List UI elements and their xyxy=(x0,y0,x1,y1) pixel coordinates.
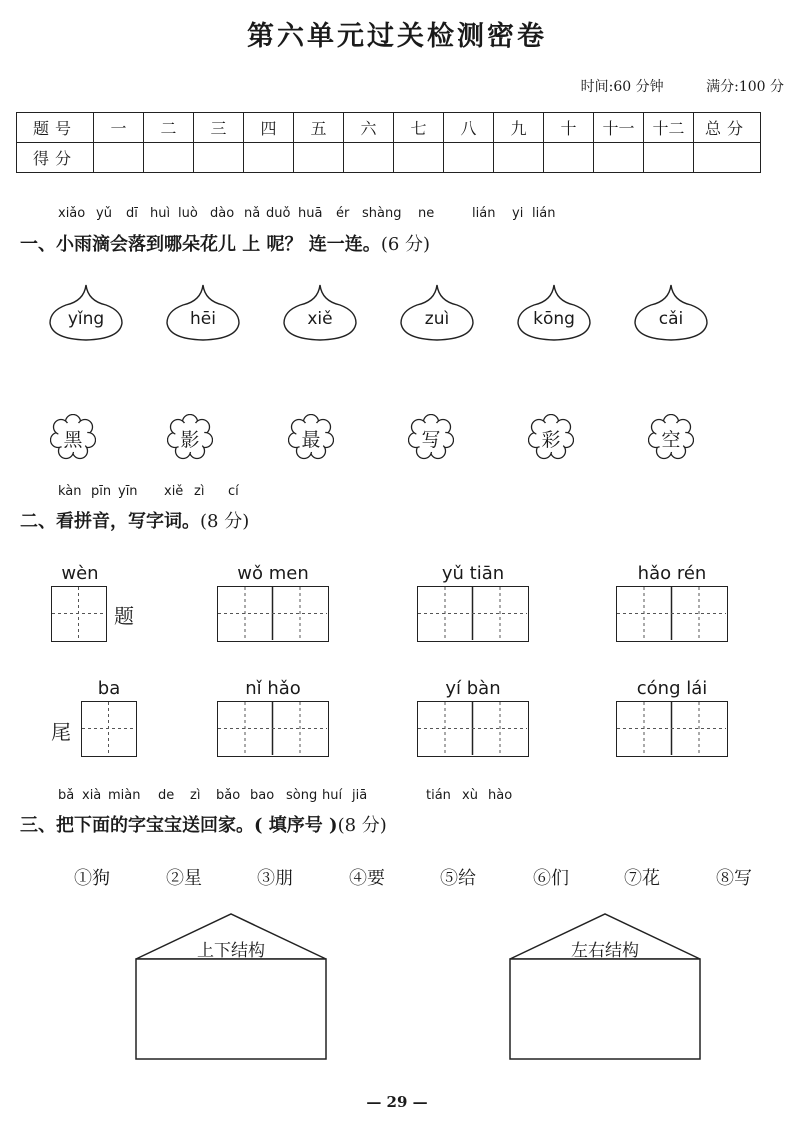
house-label: 左右结构 xyxy=(571,941,639,961)
pinyin: shàng xyxy=(362,206,402,221)
character-option[interactable]: ④要 xyxy=(349,868,385,889)
writing-box[interactable] xyxy=(217,586,329,642)
pinyin: lián xyxy=(472,206,496,221)
pinyin: nǎ xyxy=(244,206,261,221)
pinyin: xiě xyxy=(164,484,184,499)
score-table xyxy=(16,112,761,173)
writing-box-guides xyxy=(617,702,726,755)
raindrop-label: kōng xyxy=(533,309,575,329)
pinyin: sòng xyxy=(286,788,318,803)
score-entry-cell[interactable] xyxy=(244,143,294,173)
pinyin: cí xyxy=(228,484,239,499)
score-entry-cell[interactable] xyxy=(144,143,194,173)
pinyin: huí xyxy=(322,788,343,803)
flower-character: 空 xyxy=(661,429,681,451)
pinyin: bǎ xyxy=(58,788,75,803)
pinyin: bao xyxy=(250,788,275,803)
pinyin: hào xyxy=(488,788,513,803)
flower[interactable] xyxy=(50,414,96,460)
pinyin: tián xyxy=(426,788,451,803)
word-pinyin: cóng lái xyxy=(636,678,708,699)
score-entry-cell[interactable] xyxy=(694,143,761,173)
writing-box-guides xyxy=(617,587,726,640)
score-table-cell: 题号 xyxy=(17,113,94,143)
raindrop-label: cǎi xyxy=(658,309,684,329)
writing-box[interactable] xyxy=(616,701,728,757)
word-pinyin: yǔ tiān xyxy=(441,563,505,584)
character-option[interactable]: ⑤给 xyxy=(440,868,476,889)
pinyin: pīn xyxy=(91,484,112,499)
word-pinyin: ba xyxy=(97,678,121,699)
pinyin: miàn xyxy=(108,788,141,803)
pinyin: yi xyxy=(512,206,524,221)
writing-box-guides xyxy=(218,587,327,640)
score-table-cell: 三 xyxy=(194,113,244,143)
pinyin: xù xyxy=(462,788,478,803)
q3-heading xyxy=(20,811,387,837)
score-table-cell: 十 xyxy=(544,113,594,143)
score-entry-cell[interactable] xyxy=(294,143,344,173)
flower[interactable] xyxy=(288,414,334,460)
given-character: 尾 xyxy=(51,720,71,744)
score-table-cell: 总分 xyxy=(694,113,761,143)
pinyin: yǔ xyxy=(96,206,112,221)
page-number: — 29 — xyxy=(366,1093,428,1111)
writing-box-guides xyxy=(418,702,527,755)
raindrop[interactable] xyxy=(516,283,592,343)
raindrop-label: xiě xyxy=(307,309,333,329)
pinyin: bǎo xyxy=(216,788,241,803)
q3-text: 三、把下面的字宝宝送回家。( 填序号 ) xyxy=(20,815,338,836)
house-outline xyxy=(134,912,328,1062)
house-label: 上下结构 xyxy=(197,941,265,961)
word-pinyin: wèn xyxy=(61,563,99,584)
pinyin: duǒ xyxy=(266,206,291,221)
page-title: 第六单元过关检测密卷 xyxy=(247,21,547,52)
raindrop[interactable] xyxy=(633,283,709,343)
full-score: 满分:100 分 xyxy=(706,79,784,95)
raindrop[interactable] xyxy=(399,283,475,343)
score-table-cell: 四 xyxy=(244,113,294,143)
q1-heading xyxy=(20,230,430,256)
pinyin: huā xyxy=(298,206,323,221)
score-table-cell: 九 xyxy=(494,113,544,143)
house-outline xyxy=(508,912,702,1062)
writing-box-guides xyxy=(82,702,135,755)
raindrop-label: zuì xyxy=(424,309,450,329)
raindrop[interactable] xyxy=(282,283,358,343)
pinyin: luò xyxy=(178,206,198,221)
raindrop-label: yǐng xyxy=(67,309,105,329)
writing-box[interactable] xyxy=(417,586,529,642)
writing-box[interactable] xyxy=(217,701,329,757)
raindrop[interactable] xyxy=(48,283,124,343)
character-option[interactable]: ③朋 xyxy=(257,868,293,889)
pinyin: xiǎo xyxy=(58,206,86,221)
score-table-cell: 二 xyxy=(144,113,194,143)
score-entry-cell[interactable] xyxy=(194,143,244,173)
character-option[interactable]: ①狗 xyxy=(74,868,110,889)
given-character: 题 xyxy=(114,604,134,628)
writing-box[interactable] xyxy=(81,701,137,757)
flower[interactable] xyxy=(648,414,694,460)
flower-character: 黑 xyxy=(63,429,83,451)
score-table-cell: 一 xyxy=(94,113,144,143)
score-table-cell: 七 xyxy=(394,113,444,143)
pinyin: ér xyxy=(336,206,350,221)
pinyin: dào xyxy=(210,206,235,221)
score-table-cell: 十二 xyxy=(644,113,694,143)
score-table-cell: 五 xyxy=(294,113,344,143)
character-option[interactable]: ②星 xyxy=(166,868,202,889)
pinyin: zì xyxy=(190,788,201,803)
writing-box-guides xyxy=(218,702,327,755)
pinyin: jiā xyxy=(352,788,368,803)
flower[interactable] xyxy=(167,414,213,460)
score-entry-cell[interactable] xyxy=(594,143,644,173)
pinyin: dī xyxy=(126,206,138,221)
score-entry-cell[interactable] xyxy=(344,143,394,173)
writing-box[interactable] xyxy=(417,701,529,757)
character-option[interactable]: ⑧写 xyxy=(716,868,752,889)
pinyin: huì xyxy=(150,206,171,221)
score-table-cell: 六 xyxy=(344,113,394,143)
score-entry-cell[interactable] xyxy=(644,143,694,173)
word-pinyin: nǐ hǎo xyxy=(245,678,301,699)
score-entry-cell[interactable] xyxy=(494,143,544,173)
score-entry-cell[interactable] xyxy=(444,143,494,173)
score-table-score-row xyxy=(17,143,761,173)
pinyin: zì xyxy=(194,484,205,499)
writing-box-guides xyxy=(52,587,105,640)
raindrop-label: hēi xyxy=(190,309,216,329)
flower[interactable] xyxy=(408,414,454,460)
score-table-cell: 八 xyxy=(444,113,494,143)
writing-box[interactable] xyxy=(51,586,107,642)
word-pinyin: yí bàn xyxy=(445,678,501,699)
q2-score: (8 分) xyxy=(200,511,250,532)
flower-character: 彩 xyxy=(541,429,561,451)
score-entry-cell[interactable] xyxy=(94,143,144,173)
character-option[interactable]: ⑦花 xyxy=(624,868,660,889)
time-limit: 时间:60 分钟 xyxy=(580,79,664,95)
raindrop[interactable] xyxy=(165,283,241,343)
pinyin: xià xyxy=(82,788,102,803)
structure-house-top-bottom[interactable] xyxy=(134,912,328,1062)
flower-character: 写 xyxy=(421,429,441,451)
q1-score: (6 分) xyxy=(380,234,431,255)
flower[interactable] xyxy=(528,414,574,460)
q3-score: (8 分) xyxy=(337,815,387,836)
q2-text: 二、看拼音，写字词。 xyxy=(20,511,200,532)
pinyin: lián xyxy=(532,206,556,221)
flower-character: 影 xyxy=(180,429,200,451)
flower-character: 最 xyxy=(301,429,321,451)
score-table-header-row xyxy=(17,113,761,143)
word-pinyin: hǎo rén xyxy=(637,563,707,584)
score-table-cell: 十一 xyxy=(594,113,644,143)
score-entry-cell[interactable] xyxy=(544,143,594,173)
writing-box[interactable] xyxy=(616,586,728,642)
pinyin: ne xyxy=(418,206,435,221)
pinyin: yīn xyxy=(118,484,138,499)
writing-box-guides xyxy=(418,587,527,640)
character-option[interactable]: ⑥们 xyxy=(533,868,569,889)
pinyin: kàn xyxy=(58,484,82,499)
q2-heading xyxy=(20,507,249,533)
score-entry-cell[interactable] xyxy=(394,143,444,173)
score-table-row-label: 得分 xyxy=(17,143,94,173)
structure-house-left-right[interactable] xyxy=(508,912,702,1062)
word-pinyin: wǒ men xyxy=(237,563,309,584)
q1-text: 一、小雨滴会落到哪朵花儿 上 呢？ 连一连。 xyxy=(20,234,381,255)
exam-meta xyxy=(543,76,784,96)
pinyin: de xyxy=(158,788,175,803)
